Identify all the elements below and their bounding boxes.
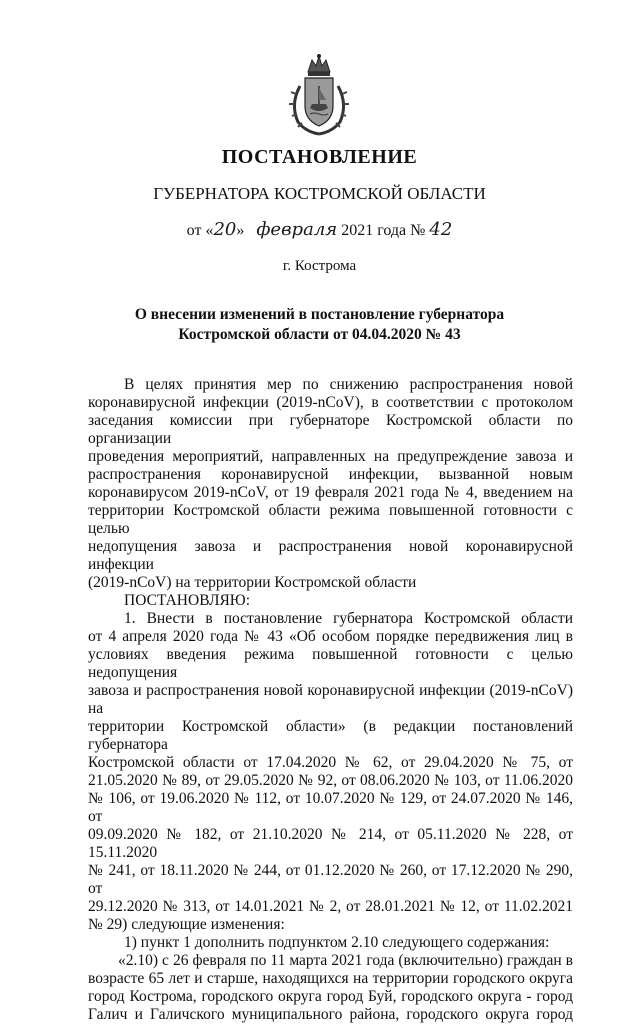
- document-subtitle: ГУБЕРНАТОРА КОСТРОМСКОЙ ОБЛАСТИ: [153, 184, 486, 203]
- document-title: ПОСТАНОВЛЕНИЕ: [221, 146, 418, 168]
- handwritten-doc-number: 42: [429, 219, 453, 240]
- date-mid: »: [236, 222, 245, 239]
- body-line: условиях введения режима повышенной готовности с целью недопущения: [88, 646, 573, 681]
- heading-line: О внесении изменений в постановление губернатора: [134, 306, 505, 323]
- body-line: завоза и распространения новой коронавирусной инфекции (2019-nCoV) на: [88, 682, 573, 717]
- document-date-line: [0, 219, 639, 240]
- body-line: коронавирусом 2019-nCoV, от 19 февраля 2021 года № 4, введением на: [88, 484, 573, 501]
- body-line: возрасте 65 лет и старше, находящихся на территории городского округа: [88, 970, 573, 987]
- date-prefix: от «: [186, 222, 214, 239]
- body-line: № 241, от 18.11.2020 № 244, от 01.12.2020 № 260, от 17.12.2020 № 290, от: [88, 862, 573, 897]
- body-line: Галич и Галичского муниципального района, городского округа город: [88, 1006, 573, 1023]
- body-line: заседания комиссии при губернаторе Костромской области по организации: [88, 412, 573, 447]
- body-line: (2019-nCoV) на территории Костромской области: [88, 574, 417, 591]
- document-heading: [0, 305, 639, 345]
- handwritten-month: февраля: [256, 219, 338, 240]
- body-line: проведения мероприятий, направленных на предупреждение завоза и: [88, 448, 573, 465]
- body-line: № 29) следующие изменения:: [88, 916, 285, 933]
- body-line: Костромской области от 17.04.2020 № 62, от 29.04.2020 № 75, от: [88, 754, 573, 771]
- body-line: 1) пункт 1 дополнить подпунктом 2.10 следующего содержания:: [124, 934, 550, 951]
- body-line: территории Костромской области» (в редакции постановлений губернатора: [88, 718, 573, 753]
- body-line: недопущения завоза и распространения новой коронавирусной инфекции: [88, 538, 573, 573]
- body-line: город Кострома, городского округа город Буй, городского округа - город: [88, 988, 573, 1005]
- body-line: территории Костромской области режима повышенной готовности с целью: [88, 502, 573, 537]
- body-line: 29.12.2020 № 313, от 14.01.2021 № 2, от 28.01.2021 № 12, от 11.02.2021: [88, 898, 573, 915]
- date-year: 2021 года №: [341, 222, 426, 239]
- document-body: [88, 376, 573, 1024]
- document-city: г. Кострома: [282, 258, 357, 274]
- body-line: коронавирусной инфекции (2019-nCoV), в соответствии с протоколом: [88, 394, 573, 411]
- body-line: распространения коронавирусной инфекции, вызванной новым: [88, 466, 573, 483]
- body-line: 21.05.2020 № 89, от 29.05.2020 № 92, от 08.06.2020 № 103, от 11.06.2020: [88, 772, 573, 789]
- coat-of-arms-emblem: [286, 52, 352, 136]
- body-line: от 4 апреля 2020 года № 43 «Об особом порядке передвижения лиц в: [88, 628, 573, 645]
- heading-line: Костромской области от 04.04.2020 № 43: [178, 326, 461, 343]
- body-line: № 106, от 19.06.2020 № 112, от 10.07.2020 № 129, от 24.07.2020 № 146, от: [88, 790, 573, 825]
- body-line: В целях принятия мер по снижению распространения новой: [124, 376, 573, 393]
- resolve-line: ПОСТАНОВЛЯЮ:: [124, 592, 251, 609]
- body-line: 1. Внести в постановление губернатора Костромской области: [124, 610, 573, 627]
- handwritten-day: 20: [213, 219, 237, 240]
- body-line: 09.09.2020 № 182, от 21.10.2020 № 214, от 05.11.2020 № 228, от 15.11.2020: [88, 826, 573, 861]
- body-line: «2.10) с 26 февраля по 11 марта 2021 года (включительно) граждан в: [118, 952, 573, 969]
